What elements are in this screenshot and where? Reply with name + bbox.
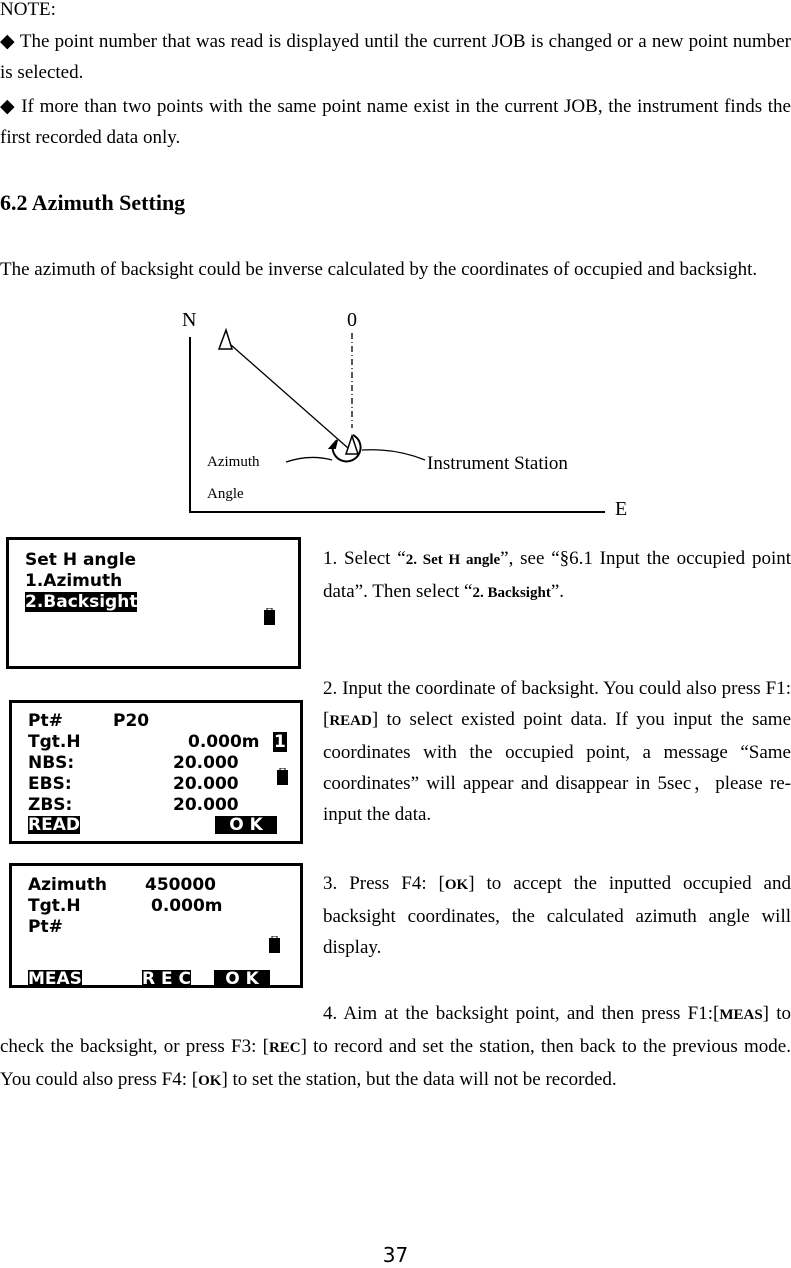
tgt-value[interactable]: 0.000m [188,732,260,752]
tgt-label: Tgt.H [28,732,81,752]
arrow-icon [330,440,337,448]
azimuth-value: 450000 [145,875,216,895]
pt-value[interactable]: P20 [113,711,150,731]
rec-softkey[interactable]: R E C [142,969,192,989]
tgt-value: 0.000m [151,896,223,916]
menu-item-azimuth[interactable]: 1.Azimuth [25,571,123,591]
step-3: 3. Press F4: [OK] to accept the inputted occupied and backsight coordinates, the calculated azimuth angle will display. [323,873,791,958]
ok-softkey[interactable]: O K [214,970,270,988]
page-indicator: 1 [274,732,286,752]
battery-icon [264,608,275,625]
azimuth-diagram [170,300,630,520]
zero-label: 0 [347,309,357,331]
step-2: 2. Input the coordinate of backsight. You could also press F1: [READ] to select existed point data. If you input the same coordinates with the occupied point, a message “Same coordinates” will appear and disappear in 5sec，please re-input the data. [323,678,791,825]
backsight-triangle-icon [219,330,232,349]
section-heading: 6.2 Azimuth Setting [0,190,186,215]
step-4: 4. Aim at the backsight point, and then press F1:[MEAS] to check the backsight, or press F3: [REC] to record and set the station, then back to the previous mode. You could also press F4: [OK] to set the station, but the data will not be recorded. [0,1003,791,1090]
read-softkey[interactable]: READ [28,815,80,835]
ebs-label: EBS: [28,774,72,794]
battery-icon [269,936,280,953]
pt-label: Pt# [28,711,63,731]
zbs-value[interactable]: 20.000 [173,795,239,815]
menu-item-backsight[interactable]: 2.Backsight [25,592,138,612]
nbs-label: NBS: [28,753,75,773]
meas-softkey[interactable]: MEAS [28,969,82,989]
battery-icon [277,768,288,785]
angle-label: Angle [207,486,244,502]
nbs-value[interactable]: 20.000 [173,753,239,773]
screen-title: Set H angle [25,550,137,570]
step-1: 1. Select “2. Set H angle”, see “§6.1 Input the occupied point data”. Then select “2. Backsight”. [323,548,791,602]
note-bullet-1: ◆ The point number that was read is displayed until the current JOB is changed or a new point number is selected. [0,31,791,83]
note-title: NOTE: [0,0,56,20]
page-number: 37 [382,1243,409,1267]
section-intro: The azimuth of backsight could be inverse calculated by the coordinates of occupied and backsight. [0,259,758,280]
north-label: N [182,309,197,331]
lcd-azimuth-result [9,863,303,988]
lcd-set-h-angle [6,537,301,669]
pt-label: Pt# [28,917,63,937]
note-bullet-2: ◆ If more than two points with the same point name exist in the current JOB, the instrument finds the first recorded data only. [0,96,791,148]
zbs-label: ZBS: [28,795,73,815]
ok-softkey[interactable]: O K [215,816,277,834]
station-triangle-icon [346,436,358,454]
station-label: Instrument Station [427,453,568,474]
azimuth-label: Azimuth [28,875,107,895]
east-label: E [615,498,628,520]
tgt-label: Tgt.H [28,896,81,916]
lcd-backsight-input [9,700,303,844]
ebs-value[interactable]: 20.000 [173,774,239,794]
azimuth-label: Azimuth [207,454,260,470]
diamond-icon: ◆ [0,31,16,52]
diamond-icon: ◆ [0,96,16,117]
